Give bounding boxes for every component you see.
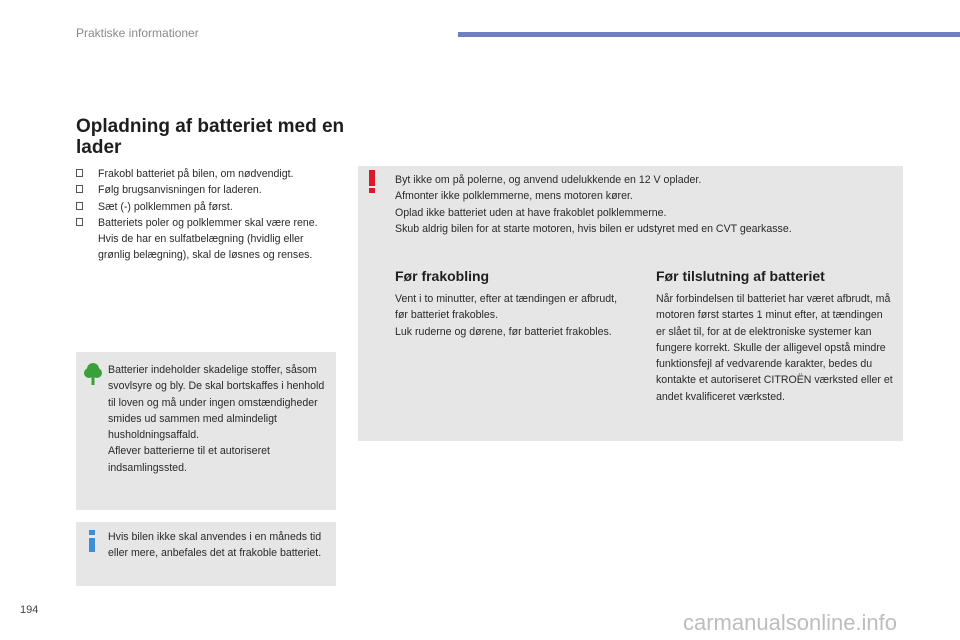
reconnect-text: Når forbindelsen til batteriet har været afbrudt, må motoren først startes 1 minut efter, at tændingen er slået til, for at de elektroniske systemer kan fungere korrekt. Skulle der alligevel opstå mindre funktionsfejl af vedvarende karakter, bedes du kontakte et autoriseret CITROËN værksted eller et andet kvalificeret værksted. [656,293,893,403]
warning-box [358,166,903,441]
watermark: carmanualsonline.info [683,610,898,635]
info-note [76,522,336,586]
step-item [76,182,336,198]
environment-note [76,352,336,510]
warning-text: Byt ikke om på polerne, og anvend udelukkende en 12 V oplader. Afmonter ikke polklemmerne, mens motoren kører. Oplad ikke batteriet uden at have frakoblet polklemmerne. Skub aldrig bilen for at starte motoren, hvis bilen er udstyret med en CVT gearkasse. [395,174,792,235]
step-text: Frakobl batteriet på bilen, om nødvendigt. [98,168,294,180]
disconnect-title: Før frakobling [395,268,490,284]
disconnect-text: Vent i to minutter, efter at tændingen er afbrudt, før batteriet frakobles. Luk ruderne og dørene, før batteriet frakobles. [395,293,618,338]
step-text: Batteriets poler og polklemmer skal være rene. Hvis de har en sulfatbelægning (hvidlig eller grønlig belægning), skal de løsnes og renses. [98,216,318,262]
step-item [76,166,336,182]
page-number: 194 [20,604,39,616]
checkbox-icon [76,202,83,210]
checkbox-icon [76,218,83,226]
step-item [76,199,336,215]
checkbox-icon [76,185,83,193]
info-note-text: Hvis bilen ikke skal anvendes i en måneds tid eller mere, anbefales det at frakoble batteriet. [108,531,322,560]
step-list [76,166,336,264]
step-item [76,215,336,264]
step-text: Sæt (-) polklemmen på først. [98,200,233,213]
info-icon [86,530,98,557]
step-text: Følg brugsanvisningen for laderen. [98,184,262,197]
section-title: Opladning af batteriet med en lader [76,116,345,158]
header-title: Praktiske informationer [76,26,199,40]
checkbox-icon [76,169,83,177]
environment-note-text: Batterier indeholder skadelige stoffer, såsom svovlsyre og bly. De skal bortskaffes i henhold til loven og må under ingen omstændigheder smides ud sammen med almindeligt husholdningsaffald. Aflever batterierne til et autoriseret indsamlingssted. [108,364,325,474]
header-bar [458,32,960,37]
reconnect-title: Før tilslutning af batteriet [656,268,825,284]
exclamation-icon [367,168,377,199]
tree-icon [84,362,102,391]
